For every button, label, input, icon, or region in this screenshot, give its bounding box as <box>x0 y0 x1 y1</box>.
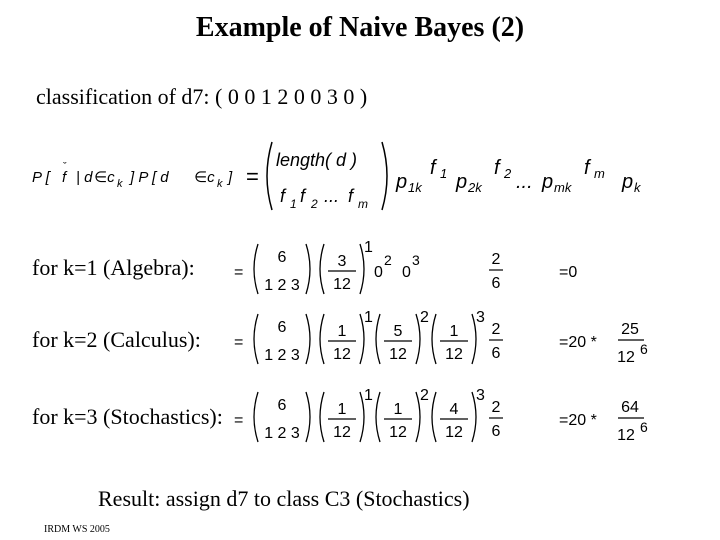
general-bottom-1: 1 <box>290 197 297 211</box>
prior-denominator: 6 <box>491 423 501 440</box>
zero-term-base: 0 <box>374 264 383 281</box>
multinomial-bottom: 1 2 3 <box>264 347 300 364</box>
general-p1k: 1k <box>408 180 422 195</box>
row-label-k3: for k=3 (Stochastics): <box>32 404 223 429</box>
prior-denominator: 6 <box>491 345 501 362</box>
result-prefix: =0 <box>559 264 578 281</box>
fraction-numerator: 5 <box>393 323 403 340</box>
fraction-denominator: 12 <box>333 276 351 293</box>
result-prefix: =20 * <box>559 412 597 429</box>
multinomial-paren-right <box>306 392 310 442</box>
general-pk: p <box>622 171 634 193</box>
lhs-text-f2: ∈c <box>194 169 215 186</box>
general-formula <box>0 136 720 216</box>
fraction-exponent: 3 <box>476 387 485 404</box>
lhs-text-d: k <box>117 178 123 190</box>
fraction-denominator: 12 <box>333 346 351 363</box>
result-numerator: 64 <box>621 399 639 416</box>
fraction-exponent: 1 <box>364 239 373 256</box>
general-fms: m <box>594 166 605 181</box>
row-label-k2: for k=2 (Calculus): <box>32 327 201 352</box>
zero-term-base: 0 <box>402 264 411 281</box>
result-text: Result: assign d7 to class C3 (Stochastics) <box>98 486 470 511</box>
fraction-numerator: 1 <box>393 401 403 418</box>
multinomial-paren-right <box>306 314 310 364</box>
fraction-denominator: 12 <box>445 424 463 441</box>
fraction-paren-0-left <box>320 244 324 294</box>
general-bottom-f2: f <box>300 186 306 206</box>
footer-text: IRDM WS 2005 <box>44 524 110 535</box>
prior-numerator: 2 <box>491 251 501 268</box>
row-formula-k3 <box>226 384 666 448</box>
slide-title: Example of Naive Bayes (2) <box>195 12 525 43</box>
general-p2k: 2k <box>468 180 482 195</box>
general-equals: = <box>246 164 259 189</box>
lhs-text-g: k <box>217 178 223 190</box>
result-denominator-exponent: 6 <box>640 419 648 435</box>
general-fm: f <box>584 157 590 179</box>
lhs-text-e: ] P [ d <box>130 169 169 186</box>
lhs-text-b: | d <box>76 169 93 186</box>
result-numerator: 25 <box>621 321 639 338</box>
general-paren-left <box>267 142 272 210</box>
general-p1: p <box>396 171 408 193</box>
fraction-exponent: 2 <box>420 309 429 326</box>
general-bottom-dots: ... <box>324 186 340 206</box>
fraction-paren-0-left <box>320 314 324 364</box>
general-f2s: 2 <box>504 166 512 181</box>
prior-numerator: 2 <box>491 399 501 416</box>
multinomial-top: 6 <box>277 249 287 266</box>
multinomial-bottom: 1 2 3 <box>264 425 300 442</box>
fraction-denominator: 12 <box>333 424 351 441</box>
row-equals: = <box>234 264 244 281</box>
row-formula-k1 <box>226 236 666 296</box>
fraction-denominator: 12 <box>389 424 407 441</box>
fraction-numerator: 3 <box>337 253 347 270</box>
slide-subtitle: classification of d7: ( 0 0 1 2 0 0 3 0 ) <box>36 84 368 109</box>
general-bottom-fm: f <box>348 186 354 206</box>
general-pmk: mk <box>554 180 572 195</box>
multinomial-top: 6 <box>277 319 287 336</box>
fraction-denominator: 12 <box>389 346 407 363</box>
general-pm: p <box>542 171 554 193</box>
general-pks: k <box>634 180 641 195</box>
fraction-paren-1-left <box>376 314 380 364</box>
fraction-denominator: 12 <box>445 346 463 363</box>
row-equals: = <box>234 412 244 429</box>
fraction-exponent: 1 <box>364 387 373 404</box>
result-denominator: 12 <box>617 349 635 366</box>
lhs-text-h: ] <box>228 169 233 186</box>
general-f1s: 1 <box>440 166 448 181</box>
general-f2: f <box>494 157 500 179</box>
multinomial-top: 6 <box>277 397 287 414</box>
multinomial-paren-left <box>254 314 258 364</box>
multinomial-paren-left <box>254 244 258 294</box>
row-label-k1: for k=1 (Algebra): <box>32 255 195 280</box>
fraction-paren-2-left <box>432 314 436 364</box>
lhs-text-c: ∈c <box>94 169 115 186</box>
fraction-numerator: 4 <box>449 401 459 418</box>
general-bottom-f1: f <box>280 186 286 206</box>
fraction-paren-2-left <box>432 392 436 442</box>
row-equals: = <box>234 334 244 351</box>
lhs-f: f <box>62 169 67 186</box>
general-bottom-m: m <box>358 197 368 211</box>
fraction-numerator: 1 <box>337 323 347 340</box>
fraction-exponent: 1 <box>364 309 373 326</box>
lhs-text-a: P [ <box>32 169 50 186</box>
multinomial-paren-left <box>254 392 258 442</box>
lhs-vector-mark: ˇ <box>63 161 67 173</box>
fraction-numerator: 1 <box>337 401 347 418</box>
fraction-exponent: 2 <box>420 387 429 404</box>
general-f1: f <box>430 157 436 179</box>
fraction-paren-1-left <box>376 392 380 442</box>
general-p2: p <box>456 171 468 193</box>
fraction-numerator: 1 <box>449 323 459 340</box>
fraction-exponent: 3 <box>476 309 485 326</box>
general-bottom-2: 2 <box>311 197 318 211</box>
general-top: length( d ) <box>276 150 358 170</box>
row-formula-k2 <box>226 306 666 370</box>
result-denominator-exponent: 6 <box>640 341 648 357</box>
prior-numerator: 2 <box>491 321 501 338</box>
result-denominator: 12 <box>617 427 635 444</box>
general-paren-right <box>382 142 387 210</box>
general-dots: ... <box>516 171 533 193</box>
prior-denominator: 6 <box>491 275 501 292</box>
result-prefix: =20 * <box>559 334 597 351</box>
multinomial-bottom: 1 2 3 <box>264 277 300 294</box>
zero-term-exponent: 2 <box>384 252 392 268</box>
fraction-paren-0-left <box>320 392 324 442</box>
multinomial-paren-right <box>306 244 310 294</box>
zero-term-exponent: 3 <box>412 252 420 268</box>
